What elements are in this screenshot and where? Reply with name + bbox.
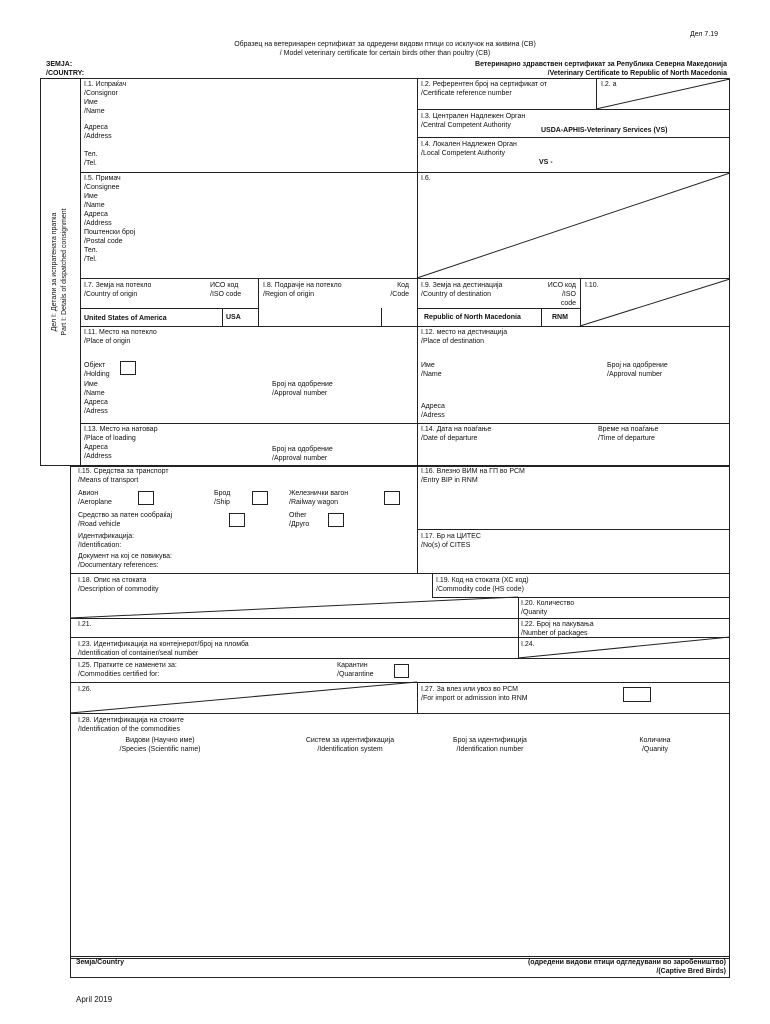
field-country-origin: I.7. Земја на потекло /Country of origin	[84, 282, 152, 298]
field-region-origin: I.8. Подрачје на потекло /Region of origin	[263, 282, 342, 298]
rail-checkbox[interactable]	[384, 491, 400, 505]
field-21: I.21.	[78, 621, 92, 628]
side-label: Дел I: Детали за испратената пратка Part I: Details of dispatched consignment	[51, 208, 68, 336]
col-identification-number: Број за идентификција /Identification number	[453, 737, 527, 753]
footer-country: Земја/Country	[76, 959, 124, 966]
quarantine-label: Карантин /Quarantine	[337, 662, 374, 678]
iso-origin-value: USA	[226, 314, 241, 321]
field-24: I.24.	[521, 641, 535, 648]
field-26: I.26.	[78, 686, 92, 693]
local-authority-value: VS -	[539, 159, 553, 166]
destination-name: Име /Name	[421, 362, 442, 378]
transport-road-label: Средство за патен сообраќај /Road vehicle	[78, 512, 173, 528]
field-10: I.10.	[585, 282, 599, 289]
field-commodity-code: I.19. Код на стоката (ХС код) /Commodity code (HS code)	[436, 577, 529, 593]
transport-air-label: Авион /Aeroplane	[78, 490, 112, 506]
field-identification-commodities: I.28. Идентификација на стоките /Identification of the commodities	[78, 717, 184, 733]
country-label-en: /COUNTRY:	[46, 70, 85, 77]
col-quantity: Количина /Quanity	[639, 737, 671, 753]
field-quantity: I.20. Количество /Quanity	[521, 600, 575, 616]
country-origin-value: United States of America	[84, 315, 167, 322]
holding-checkbox[interactable]	[120, 361, 136, 375]
field-central-authority: I.3. Централен Надлежен Орган /Central Competent Authority	[421, 113, 526, 129]
transport-rail-label: Железнички вагон /Railway wagon	[289, 490, 349, 506]
field-departure-date: I.14. Дата на поаѓање /Date of departure	[421, 426, 492, 442]
quarantine-checkbox[interactable]	[394, 664, 409, 678]
footer-date: April 2019	[76, 995, 113, 1004]
ship-checkbox[interactable]	[252, 491, 268, 505]
country-destination-value: Republic of North Macedonia	[424, 314, 521, 321]
field-place-loading: I.13. Место на натовар /Place of loading Адреса /Address	[84, 426, 158, 460]
field-container: I.23. Идентификација на контејнерот/број на пломба /Identification of container/seal number	[78, 641, 249, 657]
transport-other-label: Other /Друго	[289, 512, 310, 528]
field-local-authority: I.4. Локален Надлежен Орган /Local Competent Authority	[421, 141, 517, 157]
col-species: Видови (Научно име) /Species (Scientific name)	[119, 737, 201, 753]
transport-ship-label: Брод /Ship	[214, 490, 231, 506]
field-2a: I.2. a	[601, 81, 617, 88]
field-region-code: Код /Code	[390, 282, 409, 298]
air-checkbox[interactable]	[138, 491, 154, 505]
origin-approval: Број на одобрение /Approval number	[272, 381, 333, 397]
field-consignee: I.5. Примач /Consignee Име /Name Адреса /Address Поштенски број /Postal code Тел. /Tel.	[84, 175, 136, 263]
central-authority-value: USDA-APHIS-Veterinary Services (VS)	[541, 127, 668, 134]
title-en: / Model veterinary certificate for certain birds other than poultry (CB)	[279, 50, 491, 57]
loading-approval: Број на одобрение /Approval number	[272, 446, 333, 462]
field-place-origin: I.11. Место на потекло /Place of origin	[84, 329, 157, 345]
vet-cert-mk: Ветеринарно здравствен сертификат за Република Северна Македонија	[475, 61, 727, 68]
field-place-destination: I.12. место на дестинација /Place of destination	[421, 329, 508, 345]
footer-captive-en: /(Captive Bred Birds)	[656, 968, 726, 975]
field-consignor: I.1. Испраќач /Consignor Име /Name Адреса /Address Тел. /Tel.	[84, 81, 127, 167]
field-packages: I.22. Број на пакувања /Number of packages	[521, 621, 594, 637]
field-iso-origin: ИСО код /ISO code	[210, 282, 242, 298]
field-cert-ref: I.2. Референтен број на сертификат от /Certificate reference number	[421, 81, 548, 97]
destination-approval: Број на одобрение /Approval number	[607, 362, 668, 378]
field-iso-destination: ИСО код /ISO code	[547, 282, 576, 307]
field-import-admission: I.27. За влез или увоз во РСМ /For import or admission into RNM	[421, 686, 528, 702]
road-checkbox[interactable]	[229, 513, 245, 527]
field-departure-time: Време на поаѓање /Time of departure	[598, 426, 659, 442]
destination-address: Адреса /Adress	[421, 403, 445, 419]
country-label-mk: ЗЕМЈА:	[46, 61, 73, 68]
field-transport: I.15. Средства за транспорт /Means of transport	[78, 468, 169, 484]
col-identification-system: Систем за идентификација /Identification system	[305, 737, 395, 753]
field-cites: I.17. Бр на ЦИТЕС /No(s) of CITES	[421, 533, 481, 549]
holding-label: Објект /Holding	[84, 362, 110, 378]
field-certified-for: I.25. Пратките се наменети за: /Commodities certified for:	[78, 662, 177, 678]
field-country-destination: I.9. Земја на дестинација /Country of destination	[421, 282, 503, 298]
origin-name-address: Име /Name Адреса /Adress	[84, 381, 108, 415]
transport-identification: Идентификација: /Identification: Документ на кој се повикува: /Documentary references:	[78, 533, 173, 569]
field-6: I.6.	[421, 175, 431, 182]
title-mk: Образец на ветеринарен сертификат за одредени видови птици со исклучок на живина (CB)	[234, 41, 536, 48]
iso-destination-value: RNM	[552, 314, 568, 321]
page-number: Дел 7.19	[690, 31, 719, 38]
other-checkbox[interactable]	[328, 513, 344, 527]
vet-cert-en: /Veterinary Certificate to Republic of North Macedonia	[547, 70, 727, 77]
field-entry-bip: I.16. Влезно ВИМ на ГП во РСМ /Entry BIP in RNM	[421, 468, 525, 484]
footer-captive-mk: (одредени видови птици одгледувани во заробеништво)	[527, 959, 726, 966]
import-checkbox[interactable]	[623, 687, 651, 702]
field-commodity-description: I.18. Опис на стоката /Description of commodity	[78, 577, 159, 593]
